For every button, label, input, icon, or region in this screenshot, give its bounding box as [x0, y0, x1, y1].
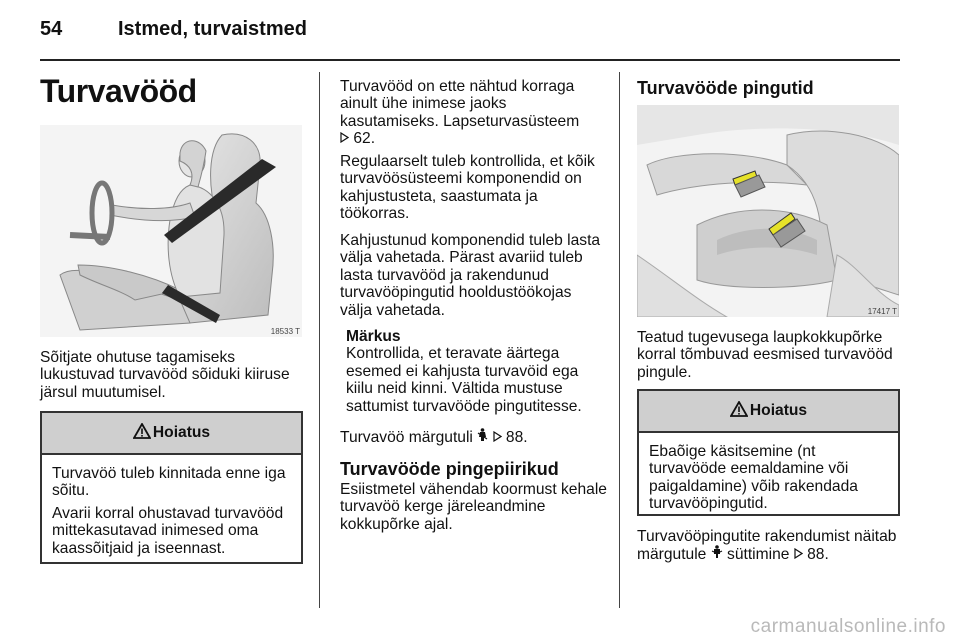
- warning-text-2: Avarii korral ohustavad turvavööd mittekasutavad inimesed oma kaassõitjaid ja iseennast.: [52, 504, 284, 557]
- warning-title: Hoiatus: [152, 424, 211, 441]
- pretensioner-indicator-paragraph: [637, 528, 901, 564]
- warning-triangle-icon: [730, 401, 748, 422]
- indicator-text: Turvavöö märgutuli: [340, 429, 473, 446]
- pretensioner-drawing: [637, 105, 899, 317]
- warning-text: Ebaõige käsitsemine (nt turvavööde eemaldamine või paigaldamine) võib rakendada turvavööpingutid.: [649, 443, 858, 513]
- warning-header: [42, 413, 301, 455]
- load-limiter-heading: Turvavööde pingepiirikud: [340, 459, 559, 479]
- page-reference-88[interactable]: 88.: [505, 429, 528, 446]
- page-reference-icon: [493, 429, 502, 446]
- seatbelt-intro-text: Sõitjate ohutuse tagamiseks lukustuvad turvavööd sõiduki kiiruse järsul muutumisel.: [40, 349, 290, 401]
- pretensioner-indicator-suffix: süttimine: [727, 546, 790, 564]
- pretensioner-text: Teatud tugevusega laupkokkupõrke korral tõmbuvad eesmised turvavööd pingule.: [637, 329, 893, 381]
- warning-box-pretensioner: [637, 389, 900, 516]
- seatbelt-driver-drawing: [40, 125, 302, 337]
- pretensioner-heading: Turvavööde pingutid: [637, 78, 814, 98]
- seatbelt-driver-illustration: [40, 125, 302, 337]
- inspection-paragraph: Regulaarselt tuleb kontrollida, et kõik turvavöösüsteemi komponendid on kahjustusteta, saastumata ja töökorras.: [340, 153, 595, 223]
- header-rule: [40, 59, 900, 61]
- column-divider-2: [619, 72, 620, 608]
- page-reference-88[interactable]: 88.: [807, 546, 829, 564]
- warning-title: Hoiatus: [749, 402, 808, 419]
- note-text: Kontrollida, et teravate äärtega esemed ei kahjusta turvavöid ega kiilu neid kinni. Vältida mustuse sattumist turvavööde pingutitesse.: [346, 345, 582, 415]
- note-block: [346, 328, 608, 415]
- page-number: 54: [40, 18, 63, 40]
- replacement-paragraph: Kahjustunud komponendid tuleb lasta välja vahetada. Pärast avariid tuleb lasta turvavööd ja rakendunud turvavööpingutid hooldustöökojas välja vahetada.: [340, 232, 601, 319]
- figure-code: 17417 T: [867, 307, 897, 316]
- page-reference-icon: [340, 130, 349, 147]
- load-limiter-text: Esiistmetel vähendab koormust kehale turvavöö kerge järeleandmine kokkupõrke ajal.: [340, 481, 607, 533]
- warning-box-seatbelt: [40, 411, 303, 564]
- section-title: Turvavööd: [40, 73, 197, 109]
- page-header-title: Istmed, turvaistmed: [118, 18, 307, 40]
- column-divider-1: [319, 72, 320, 608]
- page-reference-62[interactable]: 62.: [353, 130, 376, 148]
- warning-triangle-icon: [133, 423, 151, 444]
- note-title: Märkus: [346, 328, 401, 345]
- usage-paragraph: [340, 78, 602, 148]
- indicator-paragraph: [340, 428, 602, 446]
- warning-text-1: Turvavöö tuleb kinnitada enne iga sõitu.: [52, 465, 286, 500]
- pretensioner-indicator-text: Turvavööpingutite rakendumist näitab märgutule: [637, 528, 897, 564]
- page-reference-icon: [794, 546, 803, 563]
- usage-text: Turvavööd on ette nähtud korraga ainult ühe inimese jaoks kasutamiseks. Lapseturvasüsteem: [340, 78, 580, 130]
- seatbelt-indicator-icon: [477, 429, 492, 446]
- figure-code: 18533 T: [270, 327, 300, 336]
- pretensioner-illustration: [637, 105, 899, 317]
- warning-header: [639, 391, 898, 433]
- watermark: carmanualsonline.info: [750, 616, 946, 637]
- airbag-pretensioner-icon: [711, 546, 727, 563]
